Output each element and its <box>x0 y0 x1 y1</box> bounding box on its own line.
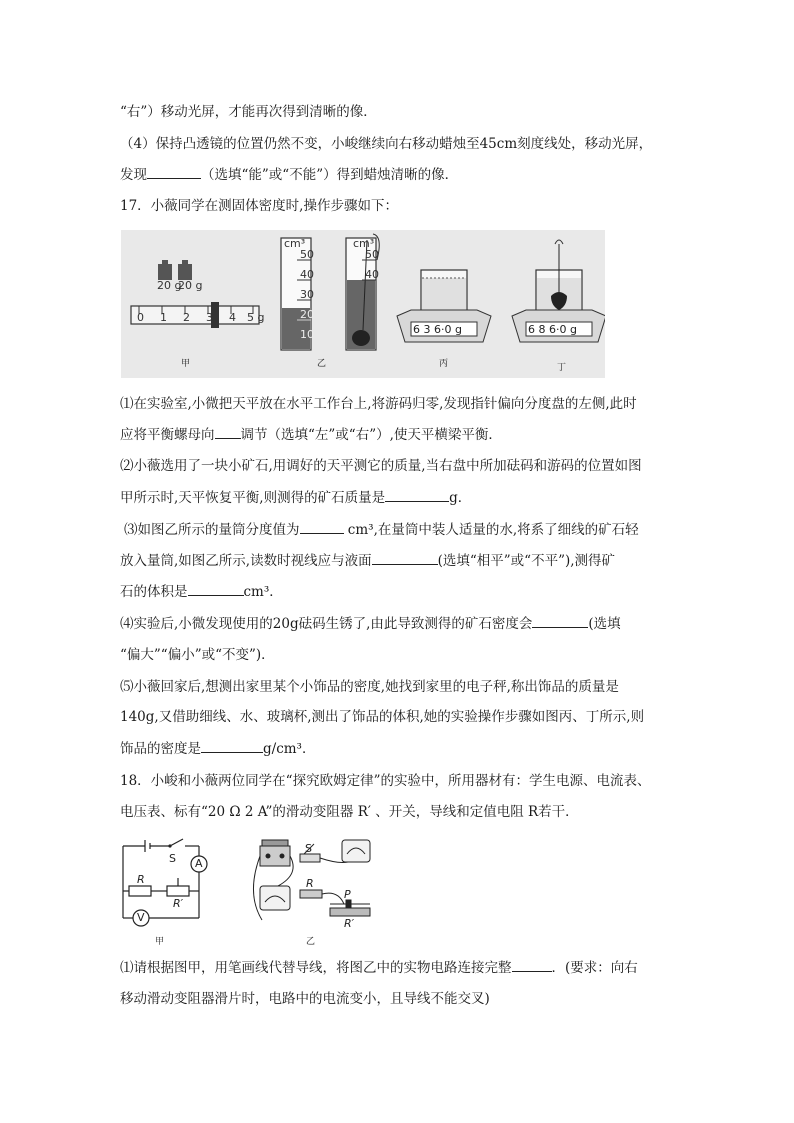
q18-circuit-diagram <box>115 836 215 948</box>
q17-p4-line1: ⑷实验后,小微发现使用的20g砝码生锈了,由此导致测得的矿石密度会 (选填 <box>120 613 621 634</box>
q17-p1-line2: 应将平衡螺母向 调节（选填“左”或“右”）,使天平横梁平衡． <box>120 424 502 445</box>
physical-circuit-drawing <box>248 834 378 948</box>
q17-p3-line1: ⑶如图乙所示的量筒分度值为 cm³,在量筒中装人适量的水,将系了细线的矿石轻 <box>124 519 639 540</box>
q18-p1-line1: ⑴请根据图甲，用笔画线代替导线，将图乙中的实物电路连接完整 ．(要求：向右 <box>120 957 638 978</box>
answer-blank[interactable] <box>385 487 449 502</box>
voltmeter-label: V <box>137 911 145 924</box>
scale-mark-0: 0 <box>137 311 144 324</box>
answer-blank[interactable] <box>512 957 552 972</box>
reading-ding: 6 8 6·0 g <box>528 323 577 336</box>
q17-p2-line2: 甲所示时,天平恢复平衡,则测得的矿石质量是 g． <box>120 487 471 508</box>
answer-blank[interactable] <box>188 581 244 596</box>
answer-blank[interactable] <box>147 164 201 179</box>
q17-p5-line3: 饰品的密度是 g/cm³． <box>120 738 315 759</box>
resistor-label-physical: R <box>306 877 314 890</box>
cyl2-tick-40: 40 <box>365 268 379 281</box>
reading-bing: 6 3 6·0 g <box>413 323 462 336</box>
label-jia: 甲 <box>181 359 191 369</box>
q17-p1-line1: ⑴在实验室,小微把天平放在水平工作台上,将游码归零,发现指针偏向分度盘的左侧,此时 <box>120 396 637 412</box>
q17-p5-line2: 140g,又借助细线、水、玻璃杯,测出了饰品的体积,她的实验操作步骤如图丙、丁所示,则 <box>120 709 645 725</box>
cyl-tick-50: 50 <box>300 248 314 261</box>
label-bing: 丙 <box>439 359 449 369</box>
label-ding: 丁 <box>557 363 567 373</box>
answer-blank[interactable] <box>215 424 241 439</box>
answer-blank[interactable] <box>372 550 438 565</box>
cyl-tick-20: 20 <box>300 308 314 321</box>
label-yi: 乙 <box>317 359 327 369</box>
q18-physical-circuit <box>248 834 378 948</box>
switch-label-physical: S <box>305 842 312 855</box>
cyl2-tick-50: 50 <box>365 248 379 261</box>
label-yi-circuit: 乙 <box>306 937 316 947</box>
scale-mark-1: 1 <box>160 311 167 324</box>
scale-mark-2: 2 <box>183 311 190 324</box>
q16-p4-line2: 发现 （选填“能”或“不能”）得到蜡烛清晰的像． <box>120 164 458 185</box>
q18-title-line1: 18．小峻和小薇两位同学在“探究欧姆定律”的实验中，所用器材有：学生电源、电流表、 <box>120 773 651 789</box>
cyl-tick-30: 30 <box>300 288 314 301</box>
cyl-tick-10: 10 <box>300 328 314 341</box>
slider-label: P <box>344 888 351 901</box>
scale-mark-5: 5 g <box>247 311 265 324</box>
scale-mark-4: 4 <box>229 311 236 324</box>
rheostat-label-physical: R′ <box>344 917 355 930</box>
beam-scale <box>131 302 259 328</box>
weight-label-1: 20 g <box>157 279 182 292</box>
q17-p3-line2: 放入量筒,如图乙所示,读数时视线应与液面 (选填“相平”或“不平”),测得矿 <box>120 550 615 571</box>
rheostat-label: R′ <box>173 897 184 910</box>
answer-blank[interactable] <box>300 519 344 534</box>
weights <box>158 260 192 280</box>
resistor-label: R <box>137 873 145 886</box>
answer-blank[interactable] <box>201 738 263 753</box>
cyl-unit: cm³ <box>284 237 306 250</box>
q18-p1-line2: 移动滑动变阻器滑片时，电路中的电流变小，且导线不能交叉) <box>120 991 490 1007</box>
q17-figure <box>121 230 605 378</box>
q17-figure-drawing <box>121 230 605 378</box>
label-jia-circuit: 甲 <box>155 937 165 947</box>
cyl2-unit: cm³ <box>353 237 375 250</box>
answer-blank[interactable] <box>532 613 588 628</box>
switch-label: S <box>169 852 176 865</box>
scale-mark-3: 3 <box>206 311 213 324</box>
q16-p4-line1: （4）保持凸透镜的位置仍然不变，小峻继续向右移动蜡烛至45cm刻度线处，移动光屏， <box>120 136 653 152</box>
q17-p5-line1: ⑸小薇回家后,想测出家里某个小饰品的密度,她找到家里的电子秤,称出饰品的质量是 <box>120 679 619 695</box>
q17-p3-line3: 石的体积是 cm³． <box>120 581 283 602</box>
q18-title-line2: 电压表、标有“20 Ω 2 A”的滑动变阻器 R′ 、开关，导线和定值电阻 R若干． <box>120 804 579 820</box>
q16-line1: “右”）移动光屏，才能再次得到清晰的像． <box>120 104 377 120</box>
ammeter-label: A <box>195 857 203 870</box>
q17-p4-line2: “偏大”“偏小”或“不变”)． <box>120 647 275 663</box>
circuit-schematic <box>115 836 215 948</box>
q17-title: 17．小薇同学在测固体密度时,操作步骤如下： <box>120 198 398 214</box>
q17-p2-line1: ⑵小薇选用了一块小矿石,用调好的天平测它的质量,当右盘中所加砝码和游码的位置如图 <box>120 458 642 474</box>
weight-label-2: 20 g <box>178 279 203 292</box>
cyl-tick-40: 40 <box>300 268 314 281</box>
